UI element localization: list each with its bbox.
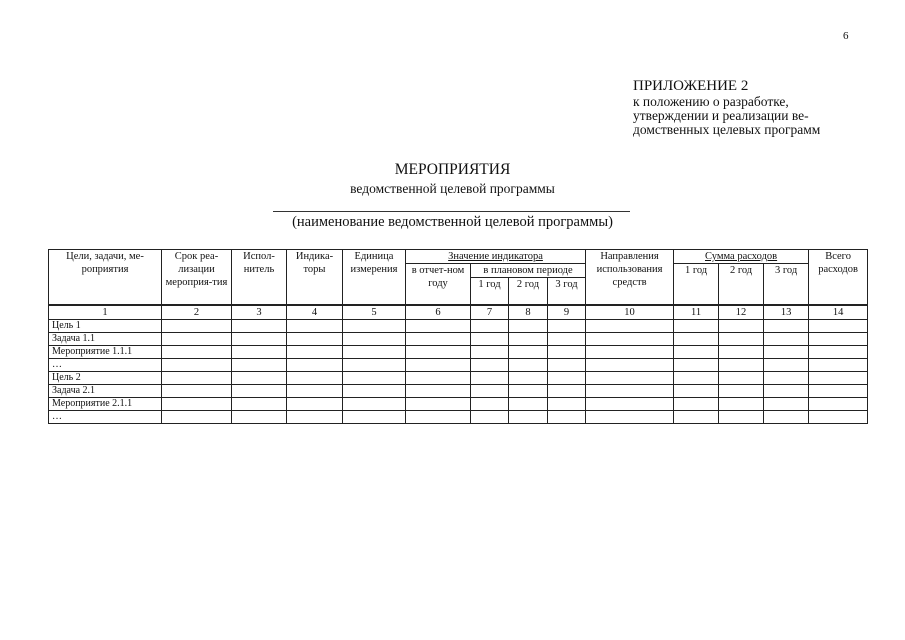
table-cell [471, 371, 509, 384]
table-cell [719, 410, 764, 423]
row-label: Цель 1 [49, 319, 162, 332]
table-cell [471, 319, 509, 332]
table-row [49, 319, 868, 332]
table-cell [232, 319, 287, 332]
table-cell [764, 384, 809, 397]
table-cell [232, 371, 287, 384]
table-cell [764, 319, 809, 332]
table-cell [471, 332, 509, 345]
header-plan-year3: 3 год [548, 278, 586, 305]
header-plan-year2: 2 год [509, 278, 548, 305]
row-label: Цель 2 [49, 371, 162, 384]
table-cell [586, 319, 674, 332]
column-number: 4 [287, 305, 343, 320]
table-cell [406, 358, 471, 371]
table-cell [471, 410, 509, 423]
table-row [49, 358, 868, 371]
appendix-title: ПРИЛОЖЕНИЕ 2 [633, 78, 749, 94]
column-number: 5 [343, 305, 406, 320]
column-number: 12 [719, 305, 764, 320]
table-cell [162, 384, 232, 397]
table-cell [287, 332, 343, 345]
table-cell [719, 371, 764, 384]
header-expense-year2: 2 год [719, 264, 764, 305]
table-row [49, 410, 868, 423]
table-cell [719, 332, 764, 345]
column-number: 7 [471, 305, 509, 320]
table-cell [548, 345, 586, 358]
table-cell [232, 345, 287, 358]
table-cell [406, 345, 471, 358]
header-expense-year3: 3 год [764, 264, 809, 305]
appendix-line: домственных целевых программ [633, 122, 821, 137]
table-row [49, 371, 868, 384]
header-expense-sum: Сумма расходов [674, 250, 809, 264]
column-number: 13 [764, 305, 809, 320]
table-cell [674, 319, 719, 332]
table-cell [809, 358, 868, 371]
table-cell [809, 345, 868, 358]
table-cell [764, 345, 809, 358]
table-cell [287, 345, 343, 358]
table-cell [509, 345, 548, 358]
table-cell [764, 332, 809, 345]
table-cell [287, 397, 343, 410]
table-cell [287, 319, 343, 332]
table-cell [674, 345, 719, 358]
table-cell [509, 358, 548, 371]
table-cell [719, 384, 764, 397]
table-cell [674, 397, 719, 410]
program-name-line [273, 211, 630, 212]
table-cell [719, 319, 764, 332]
table-cell [674, 371, 719, 384]
table-cell [287, 410, 343, 423]
table-cell [674, 358, 719, 371]
header-total: Всего расходов [809, 250, 868, 305]
table-cell [509, 371, 548, 384]
table-cell [162, 410, 232, 423]
table-cell [586, 371, 674, 384]
table-cell [406, 319, 471, 332]
table-cell [548, 371, 586, 384]
table-cell [809, 371, 868, 384]
table-cell [764, 410, 809, 423]
table-cell [232, 358, 287, 371]
table-cell [287, 358, 343, 371]
events-table [48, 249, 868, 424]
header-unit: Единица измерения [343, 250, 406, 305]
table-cell [674, 384, 719, 397]
table-cell [232, 332, 287, 345]
header-goals: Цели, задачи, ме-роприятия [49, 250, 162, 305]
table-cell [548, 384, 586, 397]
column-number-row [49, 305, 868, 320]
appendix-line: утверждении и реализации ве- [633, 108, 809, 123]
appendix-line: к положению о разработке, [633, 94, 789, 109]
column-number: 11 [674, 305, 719, 320]
table-cell [809, 332, 868, 345]
table-cell [674, 332, 719, 345]
table-cell [548, 397, 586, 410]
table-cell [509, 384, 548, 397]
program-name-caption: (наименование ведомственной целевой программы) [292, 214, 613, 230]
table-cell [287, 371, 343, 384]
column-number: 9 [548, 305, 586, 320]
row-label: … [49, 358, 162, 371]
table-cell [471, 384, 509, 397]
column-number: 1 [49, 305, 162, 320]
table-cell [232, 397, 287, 410]
header-indicators: Индика-торы [287, 250, 343, 305]
appendix-block [633, 78, 820, 137]
table-cell [586, 358, 674, 371]
table-cell [548, 358, 586, 371]
table-body [49, 319, 868, 423]
header-directions: Направления использования средств [586, 250, 674, 305]
table-cell [764, 397, 809, 410]
table-cell [471, 345, 509, 358]
table-cell [509, 332, 548, 345]
header-executor: Испол-нитель [232, 250, 287, 305]
table-cell [343, 319, 406, 332]
document-subtitle: ведомственной целевой программы [350, 181, 555, 196]
table-cell [232, 384, 287, 397]
table-cell [809, 410, 868, 423]
table-cell [764, 358, 809, 371]
table-cell [548, 319, 586, 332]
column-number: 14 [809, 305, 868, 320]
table-cell [343, 410, 406, 423]
column-number: 3 [232, 305, 287, 320]
table-cell [509, 319, 548, 332]
table-cell [809, 397, 868, 410]
column-number: 8 [509, 305, 548, 320]
table-cell [809, 384, 868, 397]
table-cell [719, 397, 764, 410]
table-cell [509, 410, 548, 423]
table-cell [162, 397, 232, 410]
table-cell [406, 410, 471, 423]
table-cell [162, 332, 232, 345]
table-cell [719, 345, 764, 358]
row-label: Мероприятие 1.1.1 [49, 345, 162, 358]
table-cell [162, 358, 232, 371]
table-cell [343, 397, 406, 410]
row-label: Мероприятие 2.1.1 [49, 397, 162, 410]
table-cell [406, 371, 471, 384]
row-label: Задача 2.1 [49, 384, 162, 397]
row-label: … [49, 410, 162, 423]
table-cell [406, 332, 471, 345]
table-cell [764, 371, 809, 384]
table-cell [162, 371, 232, 384]
table-cell [343, 358, 406, 371]
header-term: Срок реа-лизации мероприя-тия [162, 250, 232, 305]
table-cell [162, 345, 232, 358]
row-label: Задача 1.1 [49, 332, 162, 345]
table-cell [406, 397, 471, 410]
table-cell [674, 410, 719, 423]
table-cell [586, 410, 674, 423]
table-cell [232, 410, 287, 423]
table-cell [343, 371, 406, 384]
header-expense-year1: 1 год [674, 264, 719, 305]
table-row [49, 345, 868, 358]
header-indicator-value: Значение индикатора [406, 250, 586, 264]
column-number: 6 [406, 305, 471, 320]
table-row [49, 397, 868, 410]
table-cell [162, 319, 232, 332]
table-row [49, 332, 868, 345]
table-cell [343, 384, 406, 397]
column-number: 2 [162, 305, 232, 320]
table-cell [586, 384, 674, 397]
table-cell [343, 332, 406, 345]
table-cell [548, 410, 586, 423]
table-cell [471, 397, 509, 410]
table-cell [406, 384, 471, 397]
table-cell [719, 358, 764, 371]
table-cell [509, 397, 548, 410]
document-title: МЕРОПРИЯТИЯ [394, 161, 511, 178]
header-plan-year1: 1 год [471, 278, 509, 305]
table-cell [287, 384, 343, 397]
table-cell [586, 332, 674, 345]
header-reporting-year: в отчет-ном году [406, 264, 471, 305]
table-cell [471, 358, 509, 371]
table-cell [809, 319, 868, 332]
column-number: 10 [586, 305, 674, 320]
header-planning-period: в плановом периоде [471, 264, 586, 278]
table-cell [586, 397, 674, 410]
table-cell [586, 345, 674, 358]
page-number: 6 [843, 30, 849, 42]
table-row [49, 384, 868, 397]
table-cell [548, 332, 586, 345]
table-cell [343, 345, 406, 358]
